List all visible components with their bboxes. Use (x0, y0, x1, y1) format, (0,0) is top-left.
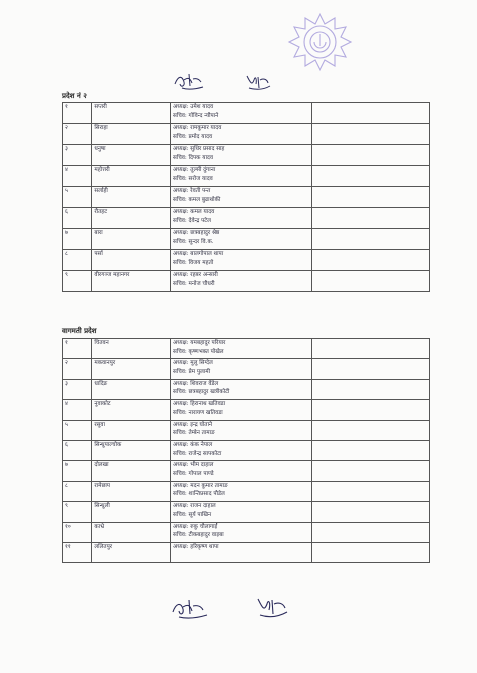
chair-line: अध्यक्ष: छत्रबहादुर श्रेष्ठ (173, 230, 220, 236)
blank-cell (311, 229, 430, 250)
secretary-line: सचिव: सरोज यादव (173, 175, 213, 182)
district-cell: महोत्तरी (92, 166, 171, 187)
office-bearers-cell (171, 250, 312, 271)
chair-line: अध्यक्ष: हिरानाथ खतिवडा (173, 401, 226, 408)
district-cell: वीरगञ्ज महानगर (92, 271, 171, 292)
office-bearers-cell (171, 440, 312, 460)
district-cell: सिराहा (92, 124, 171, 145)
table-row (63, 400, 430, 420)
row-number-cell: ११ (63, 542, 92, 562)
signature-bottom-left-icon (170, 596, 210, 620)
secretary-line: सचिव: टीकबहादुर वाइबा (173, 532, 224, 539)
office-bearers-cell (171, 208, 312, 229)
district-cell: सप्तरी (92, 103, 171, 124)
office-bearers-cell (171, 145, 312, 166)
table-row (63, 271, 430, 292)
table-row (63, 187, 430, 208)
district-cell: बारा (92, 229, 171, 250)
office-bearers-cell (171, 461, 312, 481)
signature-top-right-icon (244, 72, 272, 92)
blank-cell (311, 502, 430, 522)
secretary-line: सचिव: गोविन्द न्यौपाने (173, 112, 219, 119)
chair-line: अध्यक्ष: बालगोपाल थापा (173, 251, 224, 257)
table-row (63, 166, 430, 187)
table-row (63, 229, 430, 250)
table-row (63, 379, 430, 399)
office-bearers-cell (171, 481, 312, 501)
table-row (63, 420, 430, 440)
chair-line: अध्यक्ष: उमेश यादव (173, 104, 214, 110)
row-number-cell: २ (63, 124, 92, 145)
signature-top-left-icon (172, 70, 206, 92)
blank-cell (311, 461, 430, 481)
office-bearers-cell (171, 359, 312, 379)
chair-line: अध्यक्ष: भीम दाहाल (173, 462, 214, 469)
section-title-province-2: प्रदेश नं २ (62, 92, 87, 100)
chair-line: अध्यक्ष: रहबर अन्सारी (173, 272, 218, 278)
table-row (63, 522, 430, 542)
chair-line: अध्यक्ष: रुकु चौलागाईं (173, 523, 218, 530)
table-row (63, 339, 430, 359)
blank-cell (311, 187, 430, 208)
blank-cell (311, 359, 430, 379)
blank-cell (311, 271, 430, 292)
table-row (63, 440, 430, 460)
chair-line: अध्यक्ष: कमल यादव (173, 209, 215, 215)
secretary-line: सचिव: प्रेम पुलामी (173, 368, 211, 375)
secretary-line: सचिव: राजेन्द्र सापकोटा (173, 450, 222, 457)
chair-line: अध्यक्ष: यमबहादुर परियार (173, 340, 226, 346)
secretary-line: सचिव: सूर्य पाखिन (173, 511, 212, 518)
row-number-cell: ८ (63, 250, 92, 271)
office-bearers-cell (171, 271, 312, 292)
office-bearers-cell (171, 379, 312, 399)
blank-cell (311, 481, 430, 501)
secretary-line: सचिव: तेम्बेन तामाङ (173, 430, 215, 437)
signature-bottom-right-icon (254, 594, 290, 620)
party-seal-icon (286, 12, 354, 74)
blank-cell (311, 166, 430, 187)
table-row (63, 461, 430, 481)
blank-cell (311, 522, 430, 542)
office-bearers-cell (171, 166, 312, 187)
district-cell: रसुवा (92, 420, 171, 440)
row-number-cell: ६ (63, 440, 92, 460)
chair-line: अध्यक्ष: सुधिर प्रसाद साह (173, 146, 225, 152)
secretary-line: सचिव: शान्तिप्रसाद पौडेल (173, 491, 225, 498)
chair-line: अध्यक्ष: शिवराज वेंडेल (173, 380, 219, 387)
chair-line: अध्यक्ष: मदन कुमार तामाङ (173, 482, 228, 489)
secretary-line: सचिव: दिपक यादव (173, 154, 213, 161)
table-row (63, 481, 430, 501)
district-cell: मकवानपुर (92, 359, 171, 379)
blank-cell (311, 250, 430, 271)
office-bearers-cell (171, 522, 312, 542)
chair-line: अध्यक्ष: तुल्सी दुंगाना (173, 167, 216, 173)
blank-cell (311, 400, 430, 420)
district-cell: काभ्रे (92, 522, 171, 542)
office-bearers-cell (171, 502, 312, 522)
office-bearers-cell (171, 400, 312, 420)
table-row (63, 542, 430, 562)
office-bearers-cell (171, 229, 312, 250)
office-bearers-cell (171, 339, 312, 359)
row-number-cell: ७ (63, 229, 92, 250)
table-row (63, 250, 430, 271)
row-number-cell: ४ (63, 400, 92, 420)
secretary-line: सचिव: नारायण खतिवडा (173, 409, 223, 416)
chair-line: अध्यक्ष: राजन दाहाल (173, 503, 216, 510)
secretary-line (173, 552, 309, 561)
blank-cell (311, 124, 430, 145)
row-number-cell: ५ (63, 420, 92, 440)
secretary-line: सचिव: कृष्णभक्त पोखेल (173, 348, 224, 355)
table-row (63, 103, 430, 124)
secretary-line: सचिव: प्रमोद यादव (173, 133, 213, 140)
office-bearers-cell (171, 187, 312, 208)
district-cell: सर्लाही (92, 187, 171, 208)
row-number-cell: ७ (63, 461, 92, 481)
chair-line: अध्यक्ष: रामकुमार यादव (173, 125, 222, 131)
blank-cell (311, 420, 430, 440)
table-row (63, 359, 430, 379)
blank-cell (311, 208, 430, 229)
row-number-cell: १ (63, 103, 92, 124)
section-title-bagmati: वागमती प्रदेश (62, 327, 97, 335)
blank-cell (311, 440, 430, 460)
row-number-cell: ३ (63, 145, 92, 166)
blank-cell (311, 542, 430, 562)
row-number-cell: ५ (63, 187, 92, 208)
office-bearers-cell (171, 124, 312, 145)
table-row (63, 208, 430, 229)
chair-line: अध्यक्ष: इन्द्र घोताने (173, 421, 213, 428)
row-number-cell: १० (63, 522, 92, 542)
office-bearers-cell (171, 420, 312, 440)
secretary-line: सचिव: कमल बुढाथोकी (173, 196, 221, 203)
district-cell: पर्सा (92, 250, 171, 271)
blank-cell (311, 379, 430, 399)
district-cell: ललितपुर (92, 542, 171, 562)
row-number-cell: ९ (63, 502, 92, 522)
district-cell: रौतहट (92, 208, 171, 229)
row-number-cell: ४ (63, 166, 92, 187)
table-row (63, 502, 430, 522)
row-number-cell: १ (63, 339, 92, 359)
district-cell: चितवन (92, 339, 171, 359)
office-bearers-cell (171, 103, 312, 124)
row-number-cell: ६ (63, 208, 92, 229)
row-number-cell: ८ (63, 481, 92, 501)
chair-line: अध्यक्ष: हरिकृष्ण थापा (173, 543, 219, 550)
secretary-line: सचिव: सुन्दर वि.क. (173, 238, 214, 245)
secretary-line: सचिव: गोपाल पाण्डे (173, 470, 214, 477)
blank-cell (311, 145, 430, 166)
district-cell: धादिङ (92, 379, 171, 399)
blank-cell (311, 103, 430, 124)
chair-line: अध्यक्ष: मुलु सिग्देल (173, 360, 213, 367)
row-number-cell: ३ (63, 379, 92, 399)
secretary-line: सचिव: छत्रबहादुर खत्रीकोटी (173, 389, 230, 396)
secretary-line: सचिव: मनोज चौधरी (173, 280, 215, 287)
district-cell: नुवाकोट (92, 400, 171, 420)
table-row (63, 145, 430, 166)
bagmati-table (62, 338, 430, 563)
blank-cell (311, 339, 430, 359)
secretary-line: सचिव: विजय महतो (173, 259, 214, 266)
chair-line: अध्यक्ष: कंक नेपाल (173, 441, 213, 448)
district-cell: सिन्धुली (92, 502, 171, 522)
province-2-table (62, 102, 430, 292)
district-cell: धनुषा (92, 145, 171, 166)
district-cell: रामेछाप (92, 481, 171, 501)
chair-line: अध्यक्ष: रेवती पन्त (173, 188, 211, 194)
district-cell: सिन्धुपाल्चोक (92, 440, 171, 460)
row-number-cell: ९ (63, 271, 92, 292)
table-row (63, 124, 430, 145)
secretary-line: सचिव: देवेन्द्र पटेल (173, 217, 211, 224)
office-bearers-cell (171, 542, 312, 562)
district-cell: दोलखा (92, 461, 171, 481)
row-number-cell: २ (63, 359, 92, 379)
